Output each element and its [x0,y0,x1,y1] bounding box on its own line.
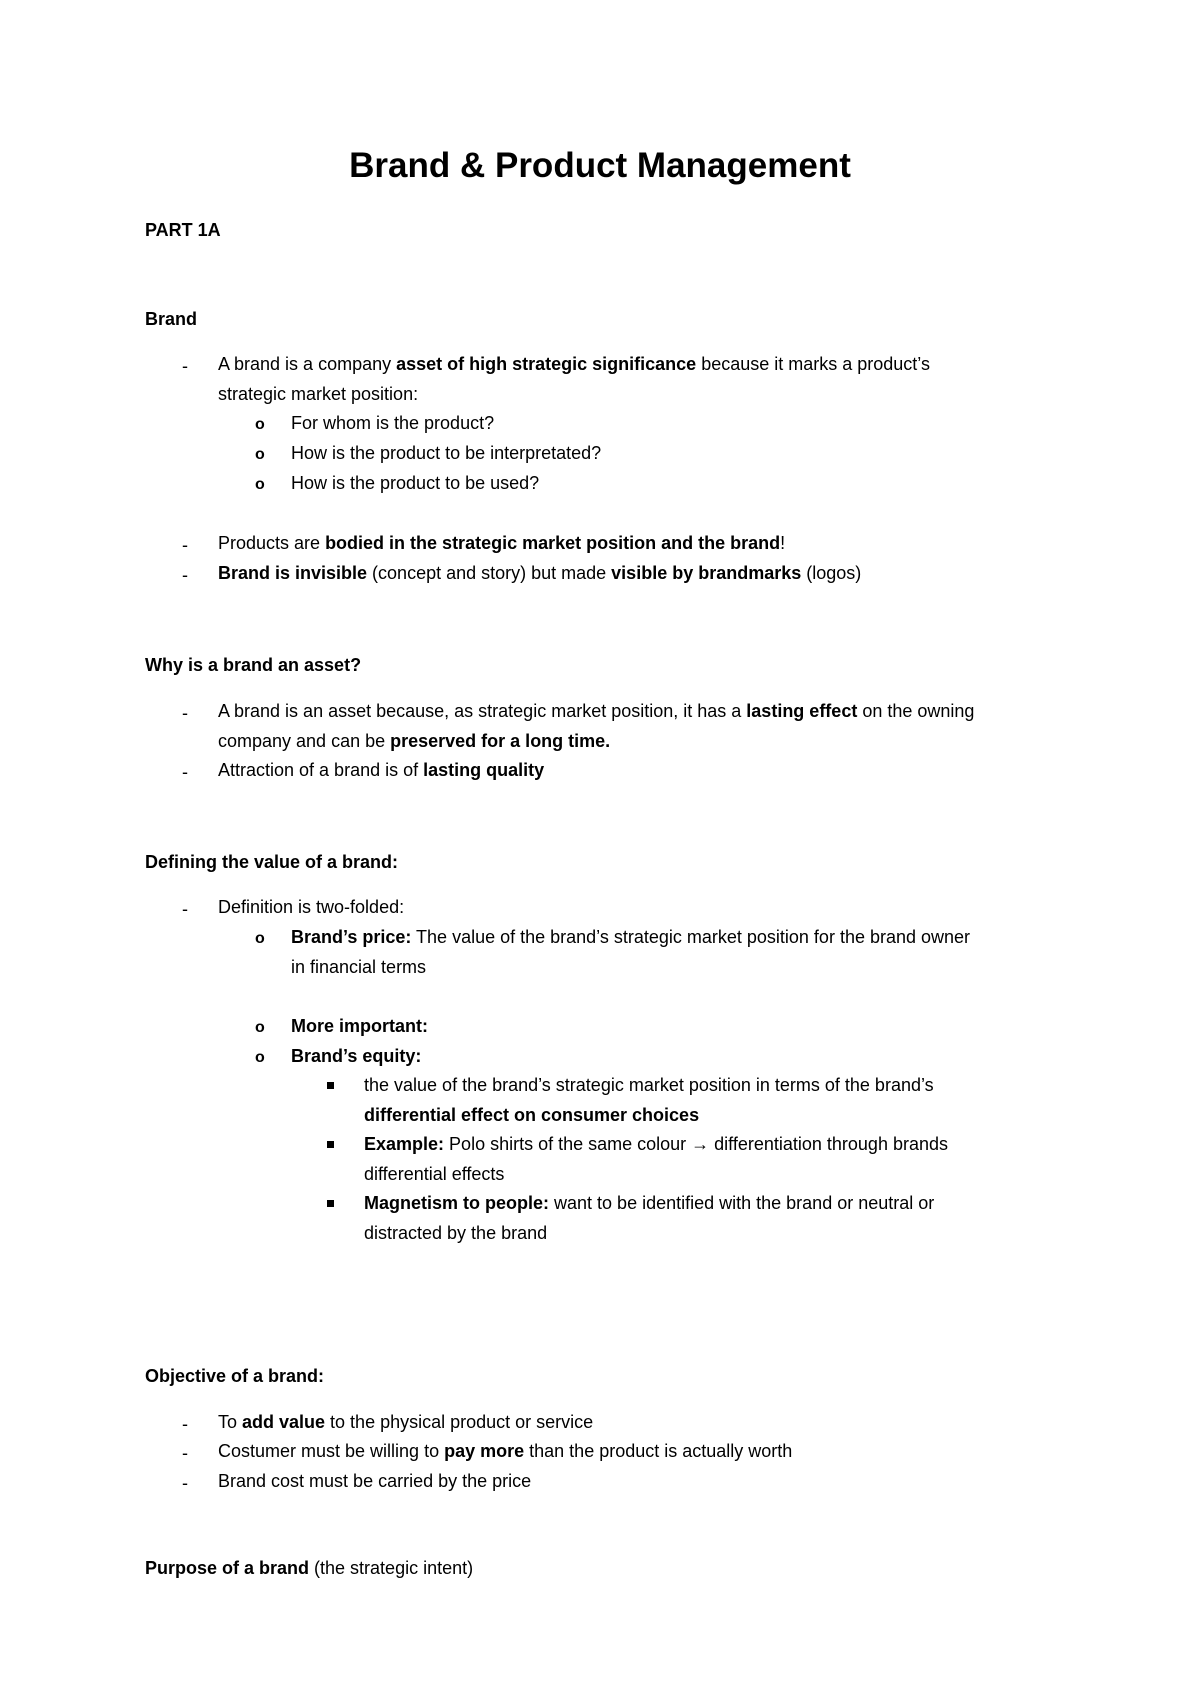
bold-text: asset of high strategic significance [396,354,697,374]
dash-bullet: - [182,1443,188,1463]
bold-text: differential effect on consumer choices [364,1105,700,1125]
bold-text: Brand’s price: [291,927,412,947]
text: A brand is an asset because, as strategic market position, it has a [218,701,747,721]
value-sub-1 [291,927,970,948]
text: company and can be [218,731,391,751]
text: than the product is actually worth [524,1441,793,1461]
o-bullet: o [255,930,265,947]
equity-point-1-line2 [364,1105,699,1126]
dash-bullet: - [182,703,188,723]
bold-text: pay more [444,1441,525,1461]
page-title: Brand & Product Management [349,146,851,185]
o-bullet: o [255,416,265,433]
equity-point-3-line2: distracted by the brand [364,1223,548,1243]
bold-text: Purpose of a brand [145,1558,310,1578]
text: because it marks a product’s [696,354,930,374]
objective-bullet-1 [218,1412,593,1433]
value-sub-1-line2: in financial terms [291,957,427,977]
dash-bullet: - [182,535,188,555]
asset-bullet-1-line2 [218,731,610,752]
bold-text: Brand’s equity: [291,1046,422,1066]
brand-sub-3: How is the product to be used? [291,473,540,493]
value-sub-3 [291,1046,421,1067]
bold-text: preserved for a long time. [390,731,611,751]
bold-text: bodied in the strategic market position and the brand [325,533,781,553]
section-heading-objective: Objective of a brand: [145,1366,325,1386]
dash-bullet: - [182,356,188,376]
bold-text: add value [242,1412,326,1432]
value-bullet-1: Definition is two-folded: [218,897,405,917]
equity-point-3 [364,1193,934,1214]
o-bullet: o [255,1019,265,1036]
text: To [218,1412,243,1432]
text: (the strategic intent) [309,1558,474,1578]
o-bullet: o [255,476,265,493]
section-heading-brand: Brand [145,309,198,329]
o-bullet: o [255,1049,265,1066]
brand-sub-2: How is the product to be interpretated? [291,443,602,463]
bold-text: lasting effect [746,701,858,721]
square-bullet-icon [327,1141,334,1148]
objective-bullet-2 [218,1441,792,1462]
brand-sub-1: For whom is the product? [291,413,495,433]
asset-bullet-1 [218,701,974,722]
brand-bullet-1-line2: strategic market position: [218,384,419,404]
section-heading-value: Defining the value of a brand: [145,852,399,872]
text: Costumer must be willing to [218,1441,445,1461]
dash-bullet: - [182,1414,188,1434]
bold-text: Example: [364,1134,445,1154]
text: want to be identified with the brand or neutral or [549,1193,935,1213]
section-heading-purpose [145,1558,473,1579]
section-heading-asset: Why is a brand an asset? [145,655,362,675]
square-bullet-icon [327,1082,334,1089]
text: A brand is a company [218,354,397,374]
brand-bullet-1 [218,354,930,375]
value-sub-2 [291,1016,428,1037]
text: The value of the brand’s strategic market position for the brand owner [411,927,971,947]
square-bullet-icon [327,1200,334,1207]
bold-text: Brand is invisible [218,563,368,583]
bold-text: Magnetism to people: [364,1193,550,1213]
text: on the owning [857,701,975,721]
text: Polo shirts of the same colour → differentiation through brands [444,1134,948,1154]
equity-point-2 [364,1134,948,1155]
asset-bullet-2 [218,760,544,781]
text: (concept and story) but made [367,563,612,583]
dash-bullet: - [182,565,188,585]
bold-text: visible by brandmarks [611,563,802,583]
part-label: PART 1A [145,220,221,240]
text: Attraction of a brand is of [218,760,424,780]
o-bullet: o [255,446,265,463]
equity-point-1: the value of the brand’s strategic market position in terms of the brand’s [364,1075,934,1095]
brand-bullet-2 [218,533,785,554]
dash-bullet: - [182,1473,188,1493]
text: Products are [218,533,326,553]
dash-bullet: - [182,762,188,782]
text: to the physical product or service [325,1412,594,1432]
text: (logos) [801,563,862,583]
objective-bullet-3: Brand cost must be carried by the price [218,1471,532,1491]
bold-text: More important: [291,1016,428,1036]
brand-bullet-3 [218,563,861,584]
text: ! [780,533,786,553]
bold-text: lasting quality [423,760,545,780]
equity-point-2-line2: differential effects [364,1164,505,1184]
dash-bullet: - [182,899,188,919]
